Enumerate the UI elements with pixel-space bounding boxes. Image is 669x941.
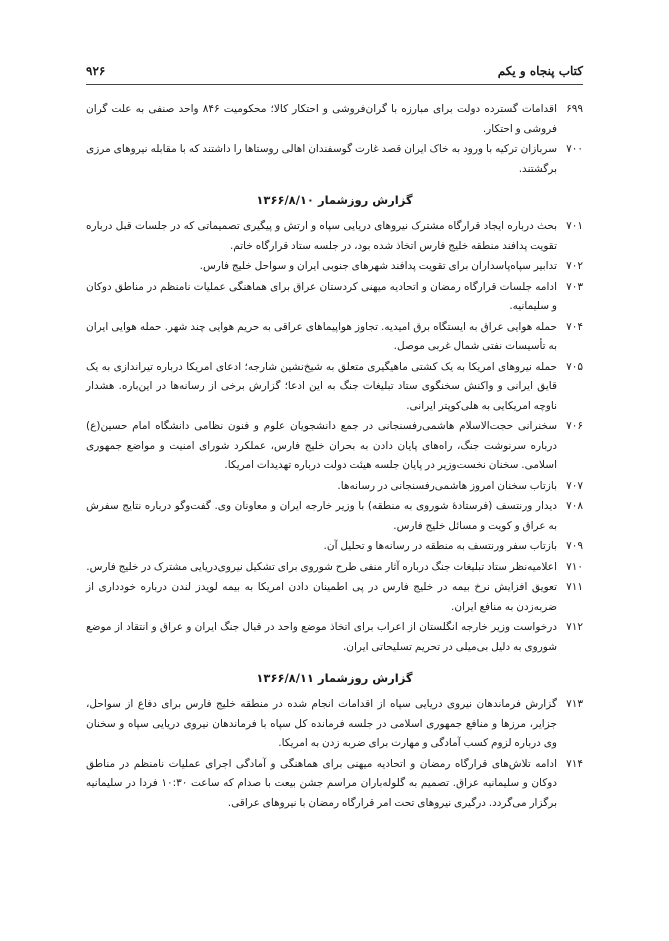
list-item — [86, 140, 583, 179]
entry-text: بازتاب سفر ورنتسف به منطقه در رسانه‌ها و تحلیل آن. — [323, 540, 557, 552]
list-item — [86, 100, 583, 139]
entry-number: ۷۰۹ — [566, 540, 583, 552]
entries-list — [86, 100, 583, 179]
list-item — [86, 358, 583, 417]
entry-text: تدابیر سپاه‌پاسداران برای تقویت پدافند شهرهای جنوبی ایران و سواحل خلیج فارس. — [199, 260, 557, 272]
running-header — [86, 62, 583, 85]
entry-number: ۷۰۴ — [566, 320, 583, 333]
entry-number: ۷۰۸ — [566, 500, 583, 512]
entry-text: حمله نیروهای امریکا به یک کشتی ماهیگیری متعلق به شیخ‌نشین شارجه؛ ادعای امریکا درباره تیراندازی به یک قایق ایرانی و واکنش سخنگوی ستاد تبلیغات جنگ به این ادعا؛ گزارش برخی از رسانه‌ها در این‌باره. هشدار ناوچه امریکایی به هلی‌کوپتر ایرانی. — [86, 360, 557, 412]
entry-text: سخنرانی حجت‌الاسلام هاشمی‌رفسنجانی در جمع دانشجویان علوم و فنون نظامی دانشگاه امام حسین(ع) درباره سرنوشت جنگ، راه‌های پایان دادن به بحران خلیج فارس، عملکرد شورای امنیت و مواضع جمهوری اسلامی. سخنان نخست‌وزیر در پایان جلسه هیئت دولت درباره تهدیدات امریکا. — [86, 420, 557, 471]
section-heading: گزارش روزشمار ۱۳۶۶/۸/۱۱ — [256, 671, 413, 685]
entry-text: بحث درباره ایجاد قرارگاه مشترک نیروهای دریایی سپاه و ارتش و پیگیری تصمیماتی که در جلسات قبل درباره تقویت پدافند منطقه خلیج فارس اتخاذ شده بود، در جلسه ستاد قرارگاه خاتم. — [86, 220, 557, 252]
entry-text: اعلامیه‌نظر ستاد تبلیغات جنگ درباره آثار منفی طرح شوروی برای تشکیل نیروی‌دریایی مشترک در خلیج فارس. — [86, 560, 557, 573]
list-item — [86, 695, 583, 754]
list-item — [86, 278, 583, 317]
section-heading: گزارش روزشمار ۱۳۶۶/۸/۱۰ — [256, 193, 413, 207]
entry-text: ادامه تلاش‌های قرارگاه رمضان و اتحادیه میهنی برای هماهنگی و آمادگی اجرای عملیات نامنظم در مناطق دوکان و سلیمانیه عراق. تصمیم به گلوله‌باران مراسم جشن بیعت با صدام که ساعت ۱۰:۳۰ فردا در سلیمانیه برگزار می‌گردد. درگیری نیروهای تحت امر قرارگاه رمضان با نیروهای عراقی. — [86, 757, 557, 809]
list-item — [86, 618, 583, 657]
list-item — [86, 318, 583, 357]
entry-text: دیدار ورنتسف (فرستادۀ شوروی به منطقه) با وزیر خارجه ایران و معاونان وی. گفت‌وگو درباره نتایج سفرش به عراق و کویت و مسائل خلیج فارس. — [86, 500, 557, 532]
list-item — [86, 755, 583, 814]
page-content — [86, 100, 583, 814]
entry-text: گزارش فرماندهان نیروی دریایی سپاه از اقدامات انجام شده در منطقه خلیج فارس برای دفاع از سواحل، جزایر، مرزها و منافع جمهوری اسلامی در جلسه فرمانده کل سپاه با فرماندهان نیروی دریایی سپاه و سخنان وی درباره لزوم کسب آمادگی و مهارت برای ضربه زدن به امریکا. — [86, 698, 557, 749]
entry-text: حمله هوایی عراق به ایستگاه برق امیدیه. تجاوز هواپیماهای عراقی به حریم هوایی چند شهر. حمله هوایی ایران به تأسیسات نفتی شمال غربی موصل. — [86, 320, 557, 352]
entries-list — [86, 217, 583, 657]
list-item — [86, 558, 583, 578]
entry-text: بازتاب سخنان امروز هاشمی‌رفسنجانی در رسانه‌ها. — [337, 479, 557, 492]
entry-number: ۷۰۰ — [566, 143, 583, 155]
list-item — [86, 257, 583, 277]
entry-number: ۷۰۲ — [566, 260, 583, 272]
entry-number: ۷۰۶ — [566, 420, 583, 432]
entry-text: ادامه جلسات قرارگاه رمضان و اتحادیه میهنی کردستان عراق برای هماهنگی عملیات نامنظم در مناطق دوکان و سلیمانیه. — [86, 280, 557, 312]
list-item — [86, 477, 583, 497]
list-item — [86, 578, 583, 617]
list-item — [86, 537, 583, 557]
entry-text: تعویق افزایش نرخ بیمه در خلیج فارس در پی اطمینان دادن امریکا به بیمه لویدز لندن درباره خودداری از ضربه‌زدن به منافع ایران. — [86, 581, 557, 613]
book-title: کتاب پنجاه و یکم — [497, 64, 583, 78]
page-number: ۹۲۶ — [86, 64, 106, 78]
entry-number: ۷۱۱ — [566, 581, 583, 593]
list-item — [86, 417, 583, 476]
list-item — [86, 497, 583, 536]
entry-number: ۷۰۵ — [566, 360, 583, 373]
entries-list — [86, 695, 583, 813]
entry-number: ۷۰۷ — [566, 479, 583, 492]
entry-number: ۷۰۳ — [566, 280, 583, 293]
report-section — [86, 191, 583, 657]
entry-number: ۷۱۳ — [566, 698, 583, 710]
entry-text: سربازان ترکیه با ورود به خاک ایران قصد غارت گوسفندان اهالی روستاها را داشتند که با مقابله نیروهای مرزی برگشتند. — [86, 143, 557, 175]
entry-number: ۷۱۲ — [566, 621, 583, 633]
entry-number: ۷۰۱ — [566, 220, 583, 232]
entry-number: ۶۹۹ — [566, 103, 583, 115]
entry-number: ۷۱۴ — [566, 757, 583, 770]
entry-text: اقدامات گسترده دولت برای مبارزه با گران‌فروشی و احتکار کالا؛ محکومیت ۸۴۶ واحد صنفی به علت گران فروشی و احتکار. — [86, 103, 557, 135]
list-item — [86, 217, 583, 256]
entry-number: ۷۱۰ — [566, 560, 583, 573]
report-section — [86, 669, 583, 813]
entry-text: درخواست وزیر خارجه انگلستان از اعراب برای اتخاذ موضع واحد در قبال جنگ ایران و عراق و انتقاد از موضع شوروی به دلیل بی‌میلی در تحریم تسلیحاتی ایران. — [86, 621, 557, 653]
